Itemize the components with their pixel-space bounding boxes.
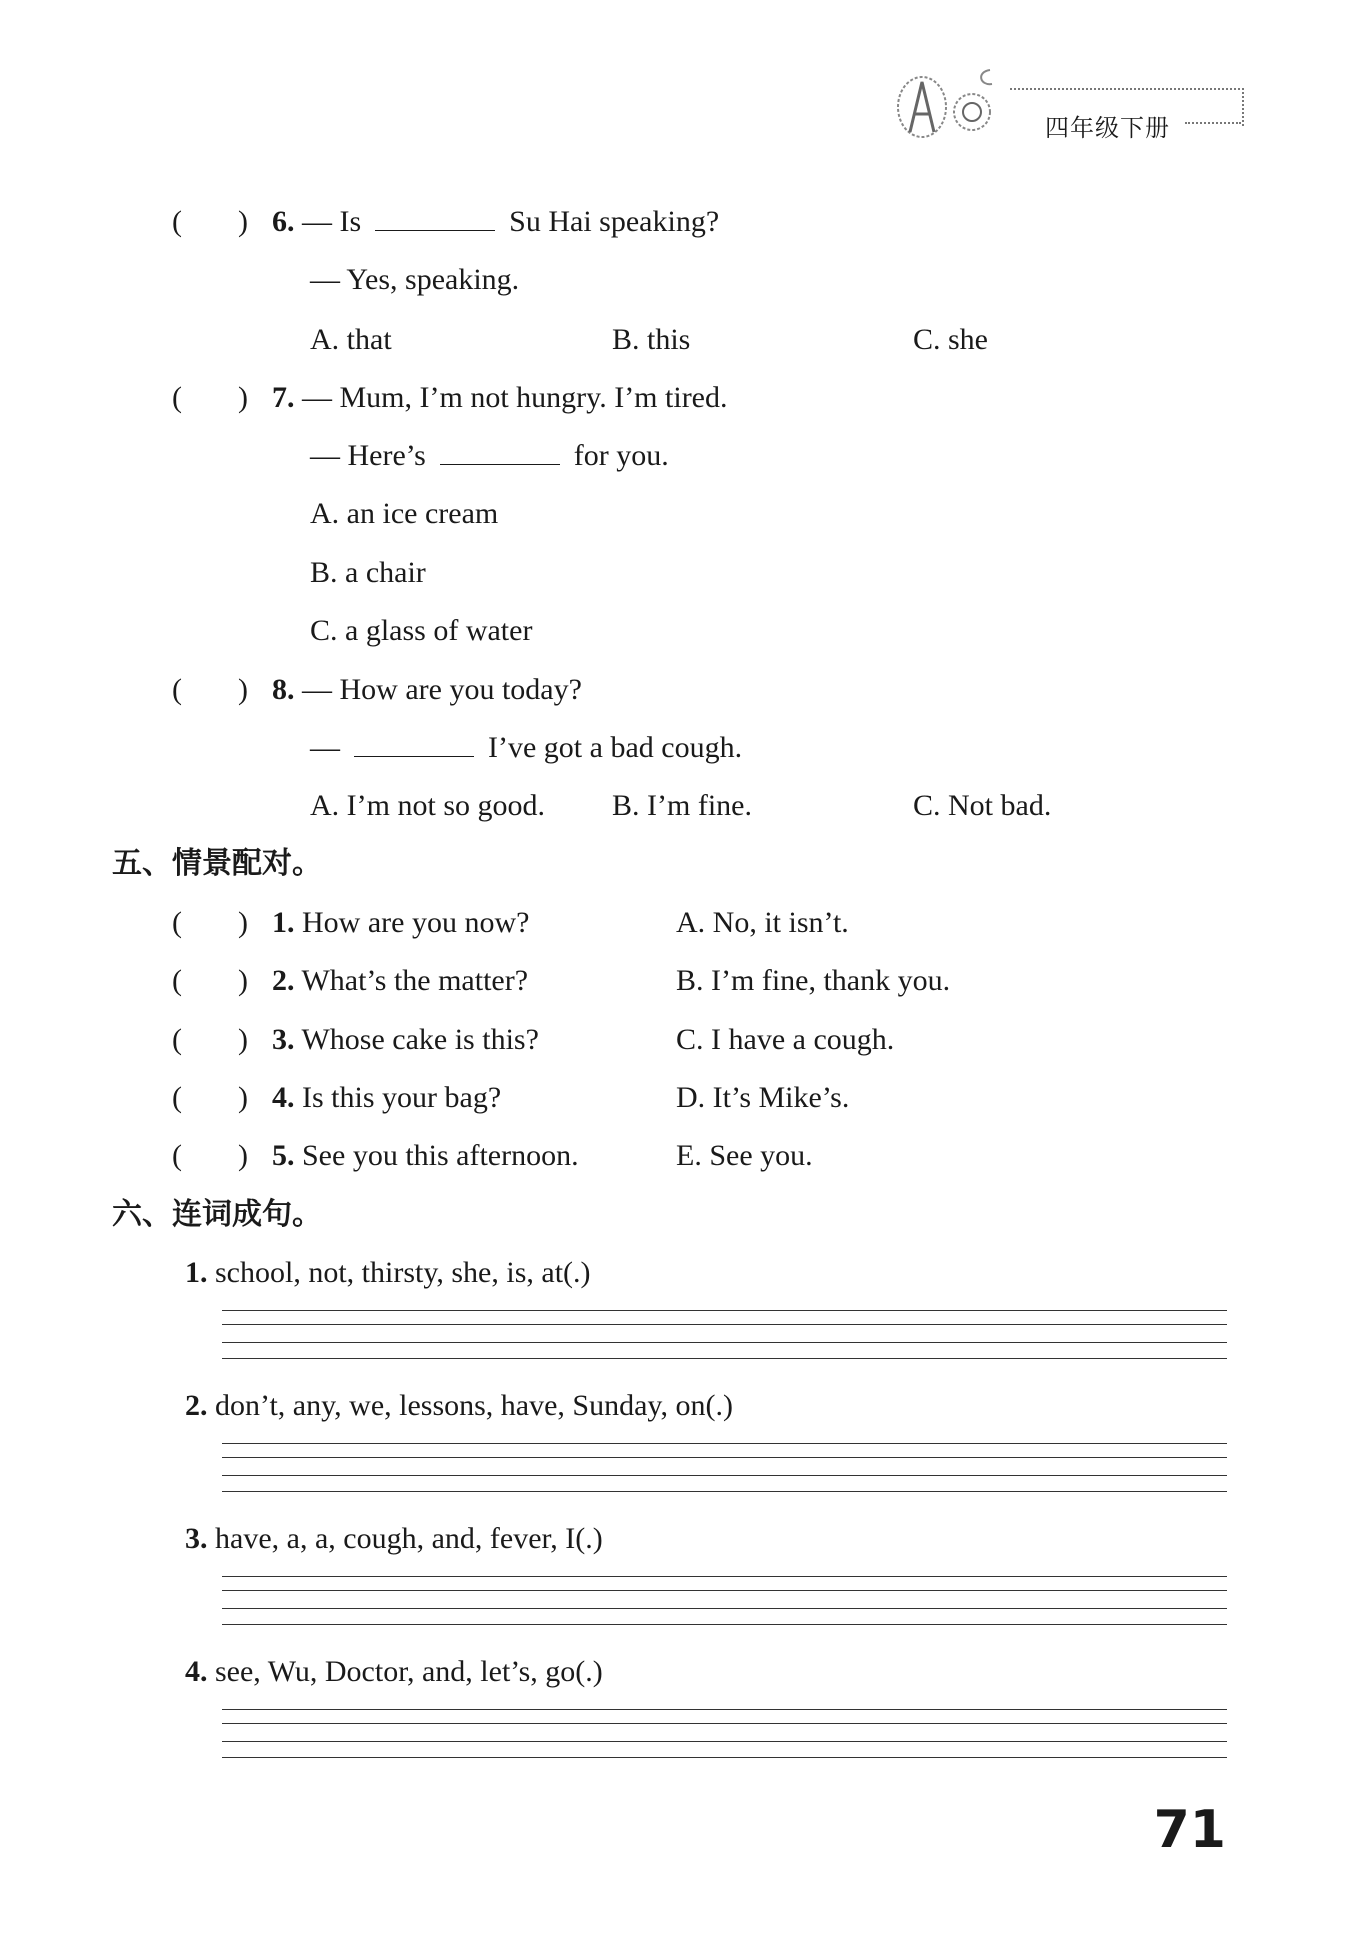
option-a: A. I’m not so good. — [310, 789, 545, 822]
question-text: How are you now? — [302, 906, 530, 939]
match-answer-b: B. I’m fine, thank you. — [676, 964, 951, 997]
item-words: don’t, any, we, lessons, have, Sunday, on(.) — [215, 1389, 733, 1422]
fill-blank — [375, 204, 495, 231]
decorative-logo-icon — [880, 62, 1010, 142]
question-number: 1. — [272, 906, 295, 939]
reply-text: I’ve got a bad cough. — [488, 731, 743, 764]
match-answer-e: E. See you. — [676, 1139, 813, 1172]
question-number: 5. — [272, 1139, 295, 1172]
reorder-item-3 — [185, 1521, 603, 1557]
reply-text: — — [310, 731, 340, 764]
answer-bracket-close: ) — [238, 381, 248, 414]
question-7 — [272, 380, 728, 416]
question-number: 2. — [272, 964, 295, 997]
fill-blank — [354, 730, 474, 757]
question-reply: — Yes, speaking. — [310, 263, 520, 296]
answer-bracket-open: ( — [172, 1139, 182, 1172]
answer-bracket-open: ( — [172, 673, 182, 706]
question-reply — [310, 730, 742, 766]
question-text: What’s the matter? — [301, 964, 529, 997]
question-6 — [272, 204, 719, 240]
answer-bracket-open: ( — [172, 205, 182, 238]
answer-bracket-close: ) — [238, 673, 248, 706]
reply-text: for you. — [573, 439, 669, 472]
match-answer-a: A. No, it isn’t. — [676, 906, 849, 939]
question-text: Whose cake is this? — [301, 1023, 539, 1056]
item-number: 2. — [185, 1389, 208, 1422]
answer-bracket-open: ( — [172, 1081, 182, 1114]
question-reply — [310, 438, 669, 474]
answer-bracket-close: ) — [238, 964, 248, 997]
answer-writing-lines[interactable] — [222, 1709, 1227, 1765]
item-words: see, Wu, Doctor, and, let’s, go(.) — [215, 1655, 603, 1688]
item-words: have, a, a, cough, and, fever, I(.) — [215, 1522, 603, 1555]
header-dots — [1185, 122, 1241, 124]
question-number: 6. — [272, 205, 295, 238]
fill-blank — [440, 438, 560, 465]
question-text: Is this your bag? — [302, 1081, 502, 1114]
item-number: 4. — [185, 1655, 208, 1688]
grade-label: 四年级下册 — [1045, 114, 1170, 142]
match-answer-d: D. It’s Mike’s. — [676, 1081, 850, 1114]
item-number: 1. — [185, 1256, 208, 1289]
answer-bracket-open: ( — [172, 964, 182, 997]
option-a: A. an ice cream — [310, 497, 499, 530]
answer-writing-lines[interactable] — [222, 1310, 1227, 1366]
option-c: C. she — [913, 323, 988, 356]
match-question-4 — [272, 1080, 501, 1116]
match-question-2 — [272, 963, 528, 999]
question-text: See you this afternoon. — [302, 1139, 579, 1172]
section-5-title: 五、情景配对。 — [112, 846, 322, 881]
question-number: 3. — [272, 1023, 295, 1056]
match-question-3 — [272, 1022, 539, 1058]
answer-bracket-open: ( — [172, 1023, 182, 1056]
option-c: C. Not bad. — [913, 789, 1052, 822]
option-c: C. a glass of water — [310, 614, 533, 647]
reorder-item-4 — [185, 1654, 603, 1690]
answer-bracket-close: ) — [238, 1081, 248, 1114]
answer-bracket-open: ( — [172, 381, 182, 414]
question-stem: — Mum, I’m not hungry. I’m tired. — [302, 381, 728, 414]
option-b: B. I’m fine. — [612, 789, 752, 822]
match-question-5 — [272, 1138, 579, 1174]
option-b: B. this — [612, 323, 691, 356]
option-a: A. that — [310, 323, 392, 356]
question-number: 4. — [272, 1081, 295, 1114]
reply-text: — Here’s — [310, 439, 426, 472]
answer-bracket-close: ) — [238, 906, 248, 939]
question-number: 7. — [272, 381, 295, 414]
question-stem: Su Hai speaking? — [509, 205, 720, 238]
page-number: 71 — [1153, 1800, 1226, 1860]
match-answer-c: C. I have a cough. — [676, 1023, 895, 1056]
question-stem: — How are you today? — [302, 673, 582, 706]
question-8 — [272, 672, 582, 708]
answer-bracket-close: ) — [238, 205, 248, 238]
reorder-item-2 — [185, 1388, 733, 1424]
question-stem: — Is — [302, 205, 362, 238]
answer-writing-lines[interactable] — [222, 1443, 1227, 1499]
item-words: school, not, thirsty, she, is, at(.) — [215, 1256, 591, 1289]
answer-bracket-close: ) — [238, 1023, 248, 1056]
answer-writing-lines[interactable] — [222, 1576, 1227, 1632]
item-number: 3. — [185, 1522, 208, 1555]
answer-bracket-close: ) — [238, 1139, 248, 1172]
question-number: 8. — [272, 673, 295, 706]
section-6-title: 六、连词成句。 — [112, 1197, 322, 1232]
reorder-item-1 — [185, 1255, 591, 1291]
match-question-1 — [272, 905, 529, 941]
option-b: B. a chair — [310, 556, 426, 589]
answer-bracket-open: ( — [172, 906, 182, 939]
